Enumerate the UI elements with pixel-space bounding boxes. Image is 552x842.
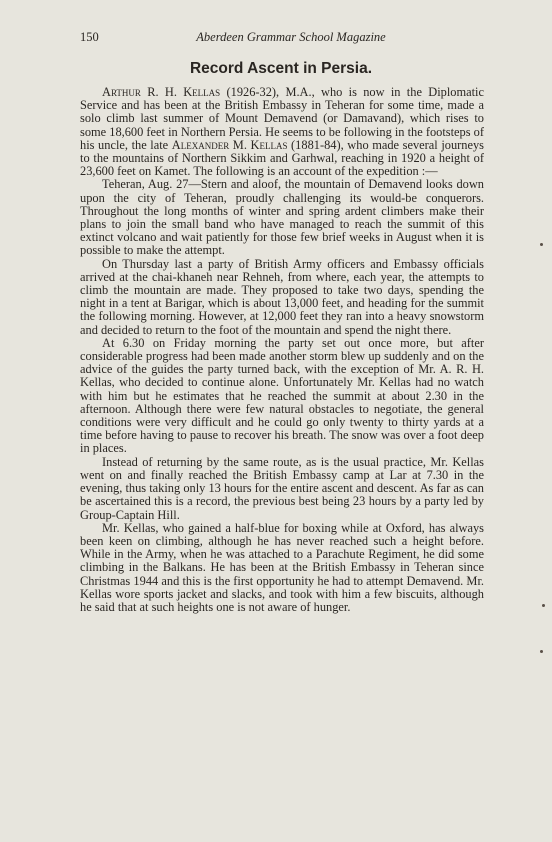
intro-paragraph: Arthur R. H. Kellas (1926-32), M.A., who is now in the Diplomatic Service and has been at the British Embassy in Teheran for some time, made a solo climb last summer of Mount Demavend (or Damavand), which rises to some 18,600 feet in Northern Persia. He seems to be following in the footsteps of his uncle, the late Alexander M. Kellas (1881-84), who made several journeys to the mountains of Northern Sikkim and Garhwal, reaching in 1920 a height of 23,600 feet on Kamet. The following is an account of the expedition :— — [80, 85, 484, 179]
body-paragraph: Teheran, Aug. 27—Stern and aloof, the mountain of Demavend looks down upon the city of Teheran, proudly challenging its would-be conquerors. Throughout the long months of winter and spring ardent climbers make their plans to join the small band who have managed to reach the summit of this extinct volcano and wait patiently for those few brief weeks in August when it is possible to make the attempt. — [80, 177, 484, 258]
paper-speck — [540, 650, 543, 653]
paper-speck — [542, 604, 545, 607]
article-title: Record Ascent in Persia. — [189, 60, 373, 77]
article-body — [80, 86, 484, 614]
body-paragraph: At 6.30 on Friday morning the party set out once more, but after considerable progress had been made another storm blew up suddenly and on the advice of the guides the party turned back, with the exception of Mr. A. R. H. Kellas, who decided to continue alone. Unfortunately Mr. Kellas had no watch with him but he estimates that he reached the summit at about 2.30 in the afternoon. Although there were few natural obstacles to negotiate, the general conditions were very difficult and he could go only twenty to thirty yards at a time before having to pause to recover his breath. The snow was over a foot deep in places. — [80, 335, 484, 456]
person-name: Arthur R. H. Kellas — [102, 85, 221, 99]
body-paragraph: Mr. Kellas, who gained a half-blue for boxing while at Oxford, has always been keen on climbing, although he has never reached such a height before. While in the Army, when he was attached to a Parachute Regiment, he did some climbing in the Balkans. He has been at the British Embassy in Teheran since Christmas 1944 and this is the first opportunity he had to attempt Demavend. Mr. Kellas wore sports jacket and slacks, and took with him a few biscuits, although he said that at such heights one is not aware of hunger. — [80, 520, 484, 614]
body-paragraph: On Thursday last a party of British Army officers and Embassy officials arrived at the chai-khaneh near Rehneh, from where, each year, the attempts to climb the mountain are made. They proposed to take two days, spending the night in a tent at Barigar, which is about 13,000 feet, and heading for the summit the following morning. However, at 12,000 feet they ran into a heavy snowstorm and decided to return to the foot of the mountain and spend the night there. — [80, 256, 484, 337]
page-header — [80, 30, 492, 50]
person-name: Alexander M. Kellas — [171, 137, 288, 152]
running-head: Aberdeen Grammar School Magazine — [196, 30, 386, 44]
body-paragraph: Instead of returning by the same route, as is the usual practice, Mr. Kellas went on and finally reached the British Embassy camp at Lar at 7.30 in the evening, thus taking only 13 hours for the entire ascent and descent. As far as can be ascertained this is a record, the previous best being 23 hours by a party led by Group-Captain Hill. — [80, 454, 484, 522]
page-number: 150 — [80, 30, 99, 44]
paper-speck — [540, 243, 543, 246]
